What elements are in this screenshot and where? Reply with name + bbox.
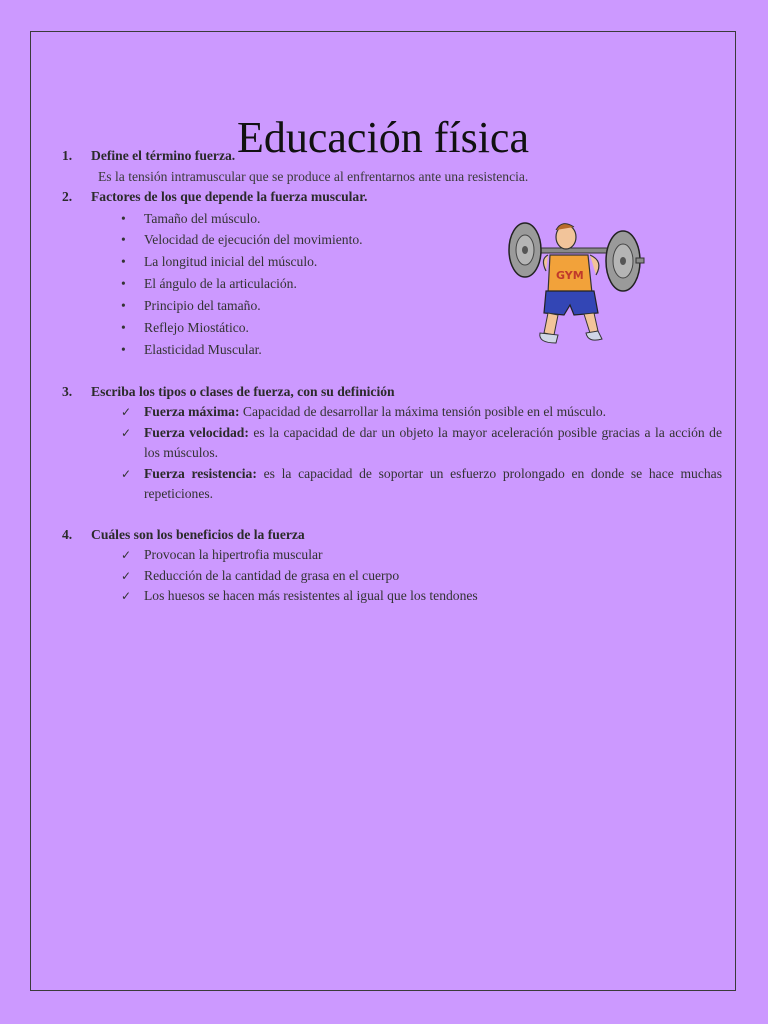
list-item: ✓ Reducción de la cantidad de grasa en el cuerpo <box>62 566 722 587</box>
check-icon: ✓ <box>121 568 132 583</box>
list-item: • El ángulo de la articulación. <box>62 274 722 295</box>
question-3 <box>62 382 722 403</box>
question-number: 1. <box>62 148 73 163</box>
benefits-list <box>62 545 722 607</box>
list-item: ✓ Fuerza velocidad: es la capacidad de dar un objeto la mayor aceleración posible gracias a la acción de los músculos. <box>121 424 723 461</box>
list-item: ✓ Provocan la hipertrofia muscular <box>62 545 722 566</box>
list-item: ✓ Fuerza máxima: Capacidad de desarrollar la máxima tensión posible en el músculo. <box>62 402 722 423</box>
bullet-icon: • <box>121 276 126 292</box>
check-icon: ✓ <box>121 589 132 604</box>
check-icon: ✓ <box>121 548 132 563</box>
bullet-icon: • <box>121 210 126 226</box>
list-item: • La longitud inicial del músculo. <box>62 252 722 273</box>
term: Fuerza máxima: <box>144 404 240 420</box>
term: Fuerza resistencia: <box>144 465 257 481</box>
list-item: • Principio del tamaño. <box>62 296 722 317</box>
list-item: ✓ Los huesos se hacen más resistentes al igual que los tendones <box>62 586 722 607</box>
bullet-icon: • <box>121 341 126 357</box>
check-icon: ✓ <box>121 425 132 440</box>
strength-types-list <box>62 402 722 505</box>
question-4 <box>62 525 722 546</box>
term: Fuerza velocidad: <box>144 424 249 440</box>
bullet-icon: • <box>121 232 126 248</box>
answer-1: Es la tensión intramuscular que se produce al enfrentarnos ante una resistencia. <box>98 168 529 184</box>
list-item: • Elasticidad Muscular. <box>62 340 722 361</box>
page-title: Educación física <box>237 113 529 162</box>
question-text: Cuáles son los beneficios de la fuerza <box>91 526 305 542</box>
question-text: Define el término fuerza. <box>91 148 236 163</box>
question-1 <box>62 146 722 167</box>
question-number: 3. <box>62 383 73 399</box>
question-number: 4. <box>62 526 73 542</box>
bullet-icon: • <box>121 319 126 335</box>
check-icon: ✓ <box>121 466 132 481</box>
question-2 <box>62 187 722 208</box>
weightlifter-clipart-icon <box>500 215 650 350</box>
bullet-icon: • <box>121 298 126 314</box>
question-text: Escriba los tipos o clases de fuerza, con su definición <box>91 383 395 399</box>
list-item: • Reflejo Miostático. <box>62 318 722 339</box>
list-item: ✓ Fuerza resistencia: es la capacidad de soportar un esfuerzo prolongado en donde se hace muchas repeticiones. <box>121 465 722 502</box>
question-text: Factores de los que depende la fuerza muscular. <box>91 189 368 204</box>
bullet-icon: • <box>121 254 126 270</box>
question-number: 2. <box>62 189 73 204</box>
shirt-text: GYM <box>556 269 584 282</box>
list-item: • Tamaño del músculo. <box>62 209 722 230</box>
list-item: • Velocidad de ejecución del movimiento. <box>62 230 722 251</box>
check-icon: ✓ <box>121 405 132 420</box>
